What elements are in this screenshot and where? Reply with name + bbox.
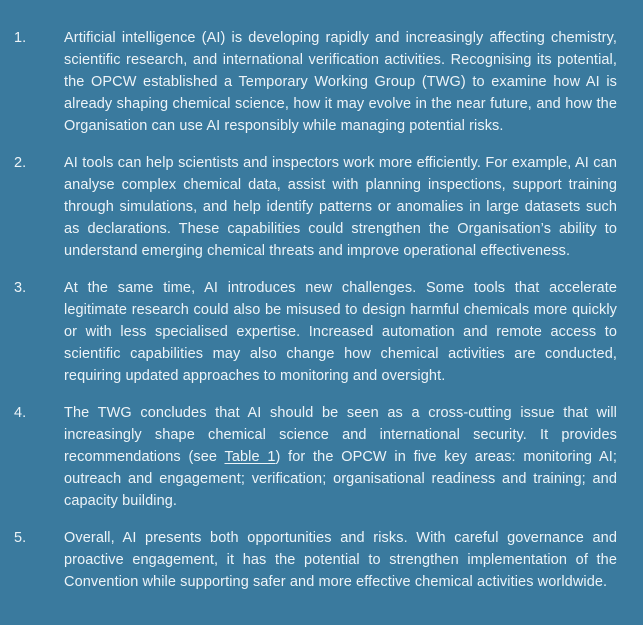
item-number: 4. [14, 405, 27, 421]
paragraph-text [64, 402, 617, 512]
item-number: 5. [14, 530, 27, 546]
numbered-paragraph-3 [14, 277, 617, 387]
paragraph-text: Overall, AI presents both opportunities and risks. With careful governance and proactive engagement, it has the potential to strengthen implementation of the Convention while supporting safer and more effective chemical activities worldwide. [64, 530, 617, 590]
paragraph-text: Artificial intelligence (AI) is developing rapidly and increasingly affecting chemistry, scientific research, and international verification activities. Recognising its potential, the OPCW established a Temporary Working Group (TWG) to examine how AI is already shaping chemical science, how it may evolve in the near future, and how the Organisation can use AI responsibly while managing potential risks. [64, 30, 617, 134]
table-1-link[interactable]: Table 1 [224, 449, 276, 465]
numbered-paragraph-5 [14, 527, 617, 593]
paragraph-text: AI tools can help scientists and inspectors work more efficiently. For example, AI can analyse complex chemical data, assist with planning inspections, support training through simulations, and help identify patterns or anomalies in large datasets such as declarations. These capabilities could strengthen the Organisation’s ability to understand emerging chemical threats and improve operational effectiveness. [64, 155, 617, 259]
item-number: 1. [14, 30, 27, 46]
numbered-paragraph-1 [14, 27, 617, 137]
numbered-paragraph-4 [14, 402, 617, 512]
item-number: 2. [14, 155, 27, 171]
paragraph-text: At the same time, AI introduces new challenges. Some tools that accelerate legitimate research could also be misused to design harmful chemicals more quickly or with less specialised expertise. Increased automation and remote access to scientific capabilities may also change how chemical activities are conducted, requiring updated approaches to monitoring and oversight. [64, 280, 617, 384]
paragraph-text-before-link: The TWG concludes that AI should be seen as a cross-cutting issue that will increasingly shape chemical science and international security. It provides recommendations (see [64, 405, 617, 465]
numbered-paragraph-2 [14, 152, 617, 262]
item-number: 3. [14, 280, 27, 296]
paragraph-text-after-link: ) for the OPCW in five key areas: monitoring AI; outreach and engagement; verification; organisational readiness and training; and capacity building. [64, 449, 617, 509]
